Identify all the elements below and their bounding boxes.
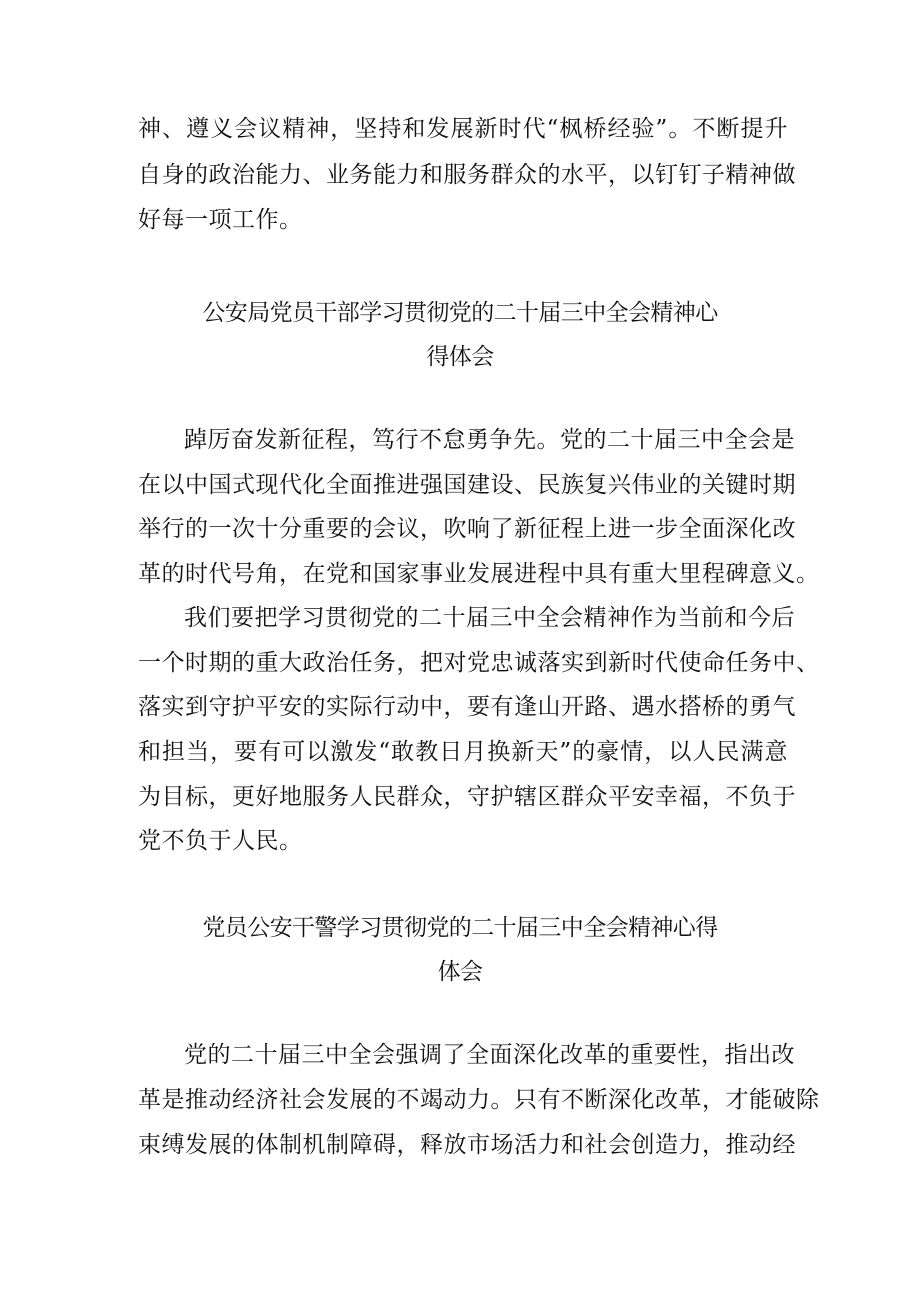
body-text-line: 为目标，更好地服务人民群众，守护辖区群众平安幸福，不负于 bbox=[138, 784, 796, 810]
body-text-line: 束缚发展的体制机制障碍，释放市场活力和社会创造力，推动经 bbox=[138, 1132, 796, 1158]
body-text-line: 我们要把学习贯彻党的二十届三中全会精神作为当前和今后 bbox=[184, 605, 795, 631]
article-title: 体会 bbox=[437, 959, 483, 985]
body-text-line: 党的二十届三中全会强调了全面深化改革的重要性，指出改 bbox=[184, 1042, 795, 1068]
body-text-line: 在以中国式现代化全面推进强国建设、民族复兴伟业的关键时期 bbox=[138, 472, 796, 498]
body-text-line: 举行的一次十分重要的会议，吹响了新征程上进一步全面深化改 bbox=[138, 516, 796, 542]
body-text-line: 自身的政治能力、业务能力和服务群众的水平，以钉钉子精神做 bbox=[138, 162, 796, 188]
body-text-line: 踔厉奋发新征程，笃行不怠勇争先。党的二十届三中全会是 bbox=[184, 427, 795, 453]
body-text-line: 好每一项工作。 bbox=[138, 207, 303, 233]
body-text-line: 和担当，要有可以激发“敢教日月换新天”的豪情，以人民满意 bbox=[138, 739, 788, 765]
body-text-line: 党不负于人民。 bbox=[138, 828, 303, 854]
body-text-line: 落实到守护平安的实际行动中，要有逢山开路、遇水搭桥的勇气 bbox=[138, 694, 796, 720]
article-title: 党员公安干警学习贯彻党的二十届三中全会精神心得 bbox=[202, 915, 718, 941]
body-text-line: 革的时代号角，在党和国家事业发展进程中具有重大里程碑意义。 bbox=[138, 561, 820, 587]
body-text-line: 神、遵义会议精神，坚持和发展新时代“枫桥经验”。不断提升 bbox=[138, 116, 788, 142]
article-title: 得体会 bbox=[426, 344, 494, 370]
article-title: 公安局党员干部学习贯彻党的二十届三中全会精神心 bbox=[202, 300, 718, 326]
body-text-line: 一个时期的重大政治任务，把对党忠诚落实到新时代使命任务中、 bbox=[138, 650, 820, 676]
body-text-line: 革是推动经济社会发展的不竭动力。只有不断深化改革，才能破除 bbox=[138, 1087, 820, 1113]
